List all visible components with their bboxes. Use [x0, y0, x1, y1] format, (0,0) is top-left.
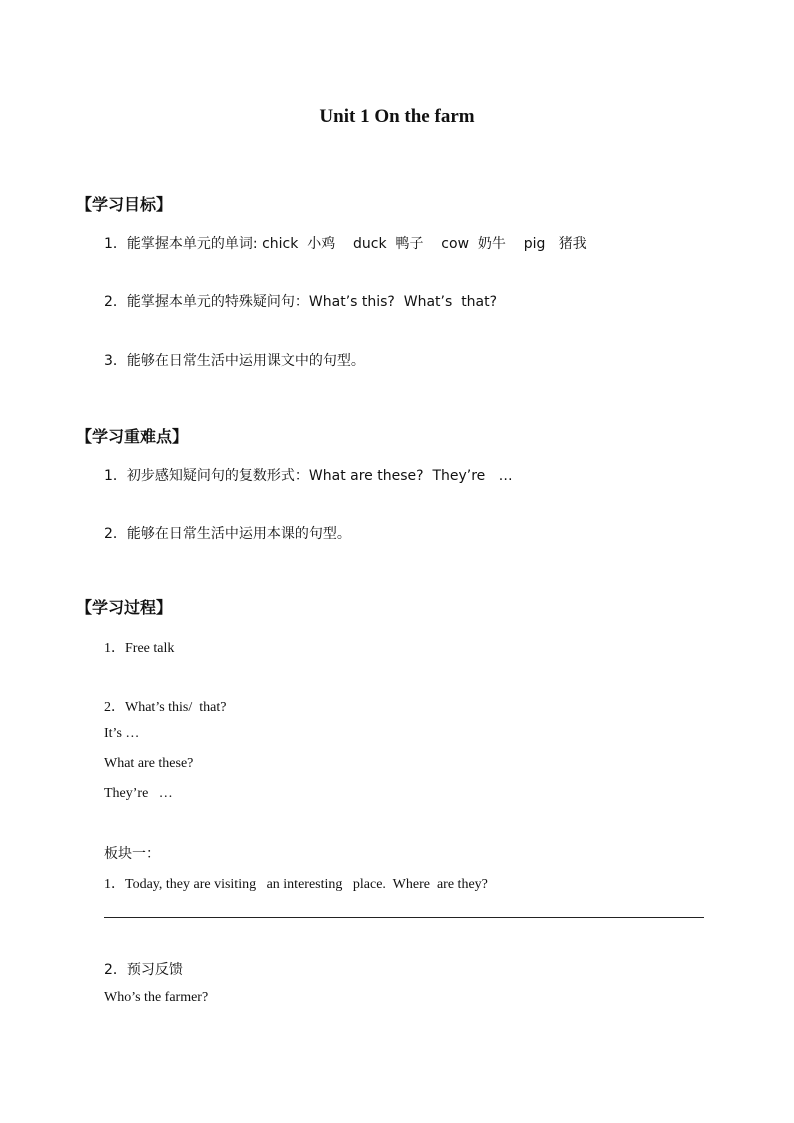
page-title: Unit 1 On the farm — [319, 106, 475, 127]
process-item-free-talk: 1．Free talk — [104, 641, 175, 656]
process-item-question: 2．What’s this/ that? — [104, 700, 227, 715]
process-item-farmer-question: Who’s the farmer? — [104, 990, 209, 1005]
process-item-where-question: 1．Today, they are visiting an interesting place. Where are they? — [104, 877, 488, 892]
process-block-label: 板块一： — [104, 846, 160, 862]
objective-item-1: 1．能掌握本单元的单词: chick 小鸡 duck 鸭子 cow 奶牛 pig 猪我 — [104, 236, 587, 252]
section-heading-key-points: 【学习重难点】 — [76, 427, 189, 446]
section-heading-process: 【学习过程】 — [76, 598, 173, 617]
key-point-item-2: 2．能够在日常生活中运用本课的句型。 — [104, 526, 351, 542]
process-item-question-plural: What are these? — [104, 756, 194, 771]
process-item-answer-plural: They’re … — [104, 786, 173, 801]
objective-item-2: 2．能掌握本单元的特殊疑问句：What’s this? What’s that? — [104, 294, 498, 310]
process-item-preview-feedback: 2．预习反馈 — [104, 962, 183, 978]
answer-line[interactable] — [104, 917, 704, 918]
section-heading-objectives: 【学习目标】 — [76, 195, 173, 214]
objective-item-3: 3．能够在日常生活中运用课文中的句型。 — [104, 353, 365, 369]
process-item-answer-singular: It’s … — [104, 726, 140, 741]
key-point-item-1: 1．初步感知疑问句的复数形式：What are these? They’re … — [104, 468, 513, 484]
